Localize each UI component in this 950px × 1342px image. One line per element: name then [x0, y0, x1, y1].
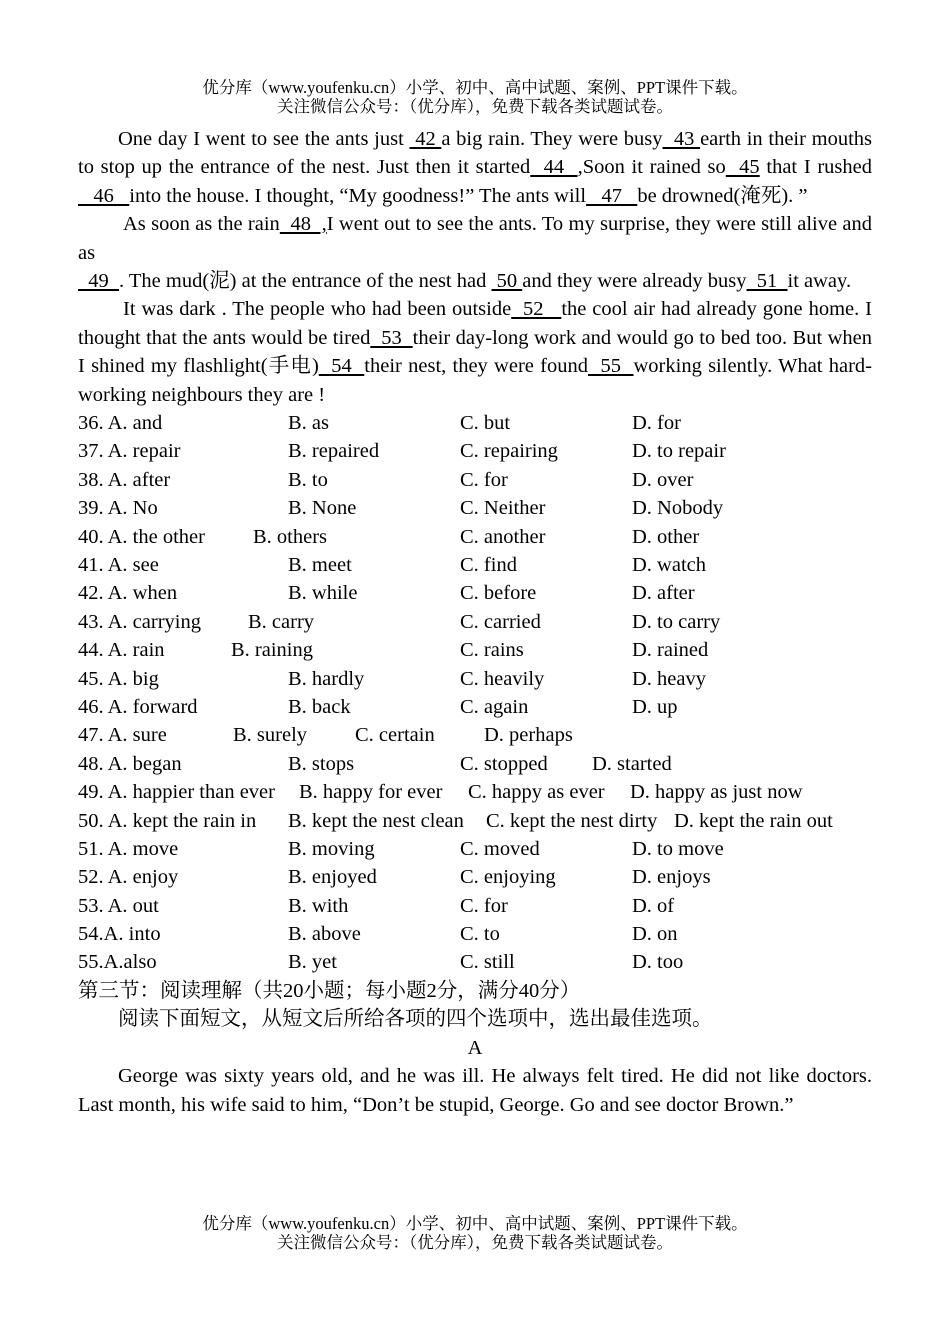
question-option-c: C. again [460, 695, 529, 718]
question-option-c: C. find [460, 554, 517, 577]
question-row [78, 863, 872, 891]
question-option-d: D. over [632, 468, 694, 491]
question-option-b: B. as [288, 412, 329, 435]
question-list [78, 409, 872, 977]
question-option-a: 36. A. and [78, 412, 163, 435]
question-option-a: 52. A. enjoy [78, 866, 179, 889]
question-option-c: C. carried [460, 610, 541, 633]
question-option-a: 51. A. move [78, 837, 179, 860]
question-row [78, 721, 872, 749]
question-option-a: 41. A. see [78, 554, 159, 577]
question-option-c: C. but [460, 412, 511, 435]
question-row [78, 948, 872, 976]
question-option-c: C. still [460, 951, 515, 974]
question-option-c: C. enjoying [460, 866, 556, 889]
question-row [78, 608, 872, 636]
question-option-d: D. to move [632, 837, 724, 860]
passage-paragraph-2-continued [78, 267, 872, 295]
answer-blank: 55 [587, 355, 634, 378]
question-option-c: C. stopped [460, 752, 548, 775]
question-option-c: C. repairing [460, 440, 558, 463]
answer-blank: 42 [409, 128, 442, 150]
passage-a-text: George was sixty years old, and he was ill. He always felt tired. He did not like doctors. Last month, his wife said to him, “Don’t be stupid, George. Go and see doctor Brown.” [78, 1065, 872, 1116]
question-option-c: C. certain [355, 724, 435, 747]
question-row [78, 437, 872, 465]
answer-blank: 49 [78, 270, 119, 293]
question-option-b: B. meet [288, 554, 352, 577]
question-row [78, 693, 872, 721]
question-row [78, 466, 872, 494]
passage-text: into the house. I thought, “My goodness!” The ants will [129, 184, 587, 207]
passage-text: It was dark . The people who had been outside [123, 298, 512, 321]
passage-text: be drowned(淹死). ” [637, 184, 808, 207]
document-body [78, 125, 872, 1119]
question-option-c: C. kept the nest dirty [486, 809, 658, 832]
question-option-a: 45. A. big [78, 667, 159, 690]
question-option-c: C. before [460, 582, 537, 605]
question-row [78, 551, 872, 579]
question-row [78, 409, 872, 437]
question-option-d: D. rained [632, 639, 709, 662]
question-option-b: B. None [288, 497, 357, 520]
question-row [78, 920, 872, 948]
passage-text: ,Soon it rained so [577, 156, 726, 179]
question-option-d: D. for [632, 412, 681, 435]
question-option-b: B. enjoyed [288, 866, 377, 889]
passage-paragraph-1 [78, 125, 872, 210]
answer-blank: 52 [511, 298, 562, 321]
page-footer [0, 1214, 950, 1252]
question-option-b: B. happy for ever [299, 781, 443, 804]
question-option-d: D. started [592, 752, 672, 775]
question-option-b: B. yet [288, 951, 337, 974]
question-option-d: D. watch [632, 554, 707, 577]
question-row [78, 778, 872, 806]
question-row [78, 835, 872, 863]
question-option-b: B. back [288, 695, 351, 718]
question-row [78, 494, 872, 522]
passage-text: their nest, they were found [364, 355, 588, 378]
question-option-b: B. surely [233, 724, 308, 747]
question-option-b: B. repaired [288, 440, 380, 463]
answer-blank: 54 [318, 355, 365, 378]
question-option-b: B. to [288, 468, 328, 491]
question-option-a: 49. A. happier than ever [78, 781, 275, 804]
question-option-c: C. Neither [460, 497, 546, 520]
question-option-c: C. to [460, 923, 500, 946]
question-option-d: D. up [632, 695, 678, 718]
question-option-d: D. other [632, 525, 700, 548]
question-option-a: 55.A.also [78, 951, 157, 974]
question-row [78, 523, 872, 551]
answer-blank: 51 [746, 270, 788, 293]
answer-blank: 47 [586, 184, 638, 207]
header-line-2: 关注微信公众号：（优分库），免费下载各类试题试卷。 [277, 97, 673, 116]
answer-blank: 53 [370, 326, 413, 349]
answer-blank: 43 [662, 128, 701, 150]
question-option-b: B. above [288, 923, 361, 946]
question-option-b: B. stops [288, 752, 355, 775]
question-option-b: B. kept the nest clean [288, 809, 464, 832]
question-option-c: C. for [460, 894, 508, 917]
answer-blank: 46 [78, 184, 130, 207]
question-option-a: 47. A. sure [78, 724, 167, 747]
question-option-c: C. heavily [460, 667, 545, 690]
question-option-d: D. of [632, 894, 675, 917]
passage-text: and they were already busy [522, 270, 747, 293]
passage-text: their day-long work and would go to bed too. But when I shined my flashlight(手电) [78, 326, 872, 378]
section-3-instruction: 阅读下面短文，从短文后所给各项的四个选项中，选出最佳选项。 [118, 1008, 713, 1031]
page-header [0, 78, 950, 116]
answer-blank: 45 [725, 156, 760, 179]
question-option-d: D. to carry [632, 610, 721, 633]
question-option-a: 38. A. after [78, 468, 171, 491]
question-option-a: 44. A. rain [78, 639, 165, 662]
question-option-a: 53. A. out [78, 894, 159, 917]
question-option-b: B. others [253, 525, 328, 548]
question-option-c: C. rains [460, 639, 524, 662]
question-option-c: C. another [460, 525, 546, 548]
question-option-c: C. moved [460, 837, 540, 860]
question-option-a: 39. A. No [78, 497, 158, 520]
footer-line-2: 关注微信公众号：（优分库），免费下载各类试题试卷。 [277, 1233, 673, 1252]
answer-blank: 48 , [279, 213, 327, 236]
question-row [78, 807, 872, 835]
question-option-b: B. carry [248, 610, 315, 633]
question-option-d: D. Nobody [632, 497, 724, 520]
question-option-b: B. moving [288, 837, 375, 860]
question-option-a: 48. A. began [78, 752, 182, 775]
question-option-a: 37. A. repair [78, 440, 181, 463]
question-row [78, 892, 872, 920]
question-option-a: 50. A. kept the rain in [78, 809, 257, 832]
passage-text: it away. [787, 270, 852, 293]
answer-blank: 44 [530, 156, 578, 179]
passage-text: earth in their mouths to stop up the entrance of the nest. Just then it started [78, 128, 872, 179]
question-row [78, 636, 872, 664]
passage-text: a big rain. They were busy [441, 128, 663, 150]
passage-text: the cool air had already gone home. I thought that the ants would be tired [78, 298, 872, 349]
question-option-d: D. on [632, 923, 678, 946]
question-row [78, 579, 872, 607]
passage-text: As soon as the rain [123, 213, 280, 236]
passage-paragraph-2 [78, 210, 872, 267]
question-option-b: B. while [288, 582, 358, 605]
question-option-a: 40. A. the other [78, 525, 205, 548]
passage-text: One day I went to see the ants just [118, 128, 410, 150]
question-option-b: B. hardly [288, 667, 365, 690]
passage-text: I went out to see the ants. To my surprise, they were still alive and as [78, 213, 873, 264]
question-option-d: D. too [632, 951, 684, 974]
question-option-a: 42. A. when [78, 582, 178, 605]
question-option-d: D. happy as just now [630, 781, 803, 804]
question-option-a: 54.A. into [78, 923, 161, 946]
section-3-title: 第三节：阅读理解（共20小题；每小题2分，满分40分） [78, 979, 581, 1002]
header-line-1: 优分库（www.youfenku.cn）小学、初中、高中试题、案例、PPT课件下载。 [202, 78, 748, 97]
question-option-d: D. to repair [632, 440, 726, 463]
question-option-d: D. after [632, 582, 695, 605]
question-option-d: D. enjoys [632, 866, 711, 889]
question-option-c: C. for [460, 468, 508, 491]
question-option-a: 46. A. forward [78, 695, 198, 718]
passage-text: working silently. What hard-working neighbours they are ! [78, 355, 873, 406]
passage-text: that I rushed [759, 156, 873, 179]
question-option-d: D. perhaps [484, 724, 573, 747]
question-option-b: B. with [288, 894, 349, 917]
question-row [78, 750, 872, 778]
footer-line-1: 优分库（www.youfenku.cn）小学、初中、高中试题、案例、PPT课件下载。 [202, 1214, 748, 1233]
question-option-d: D. heavy [632, 667, 707, 690]
question-row [78, 665, 872, 693]
question-option-c: C. happy as ever [468, 781, 605, 804]
passage-paragraph-3 [78, 295, 872, 409]
question-option-b: B. raining [231, 639, 313, 662]
question-option-a: 43. A. carrying [78, 610, 201, 633]
question-option-d: D. kept the rain out [674, 809, 833, 832]
answer-blank: 50 [491, 270, 523, 293]
passage-a-label: A [467, 1036, 483, 1059]
passage-text: . The mud(泥) at the entrance of the nest had [119, 270, 492, 293]
